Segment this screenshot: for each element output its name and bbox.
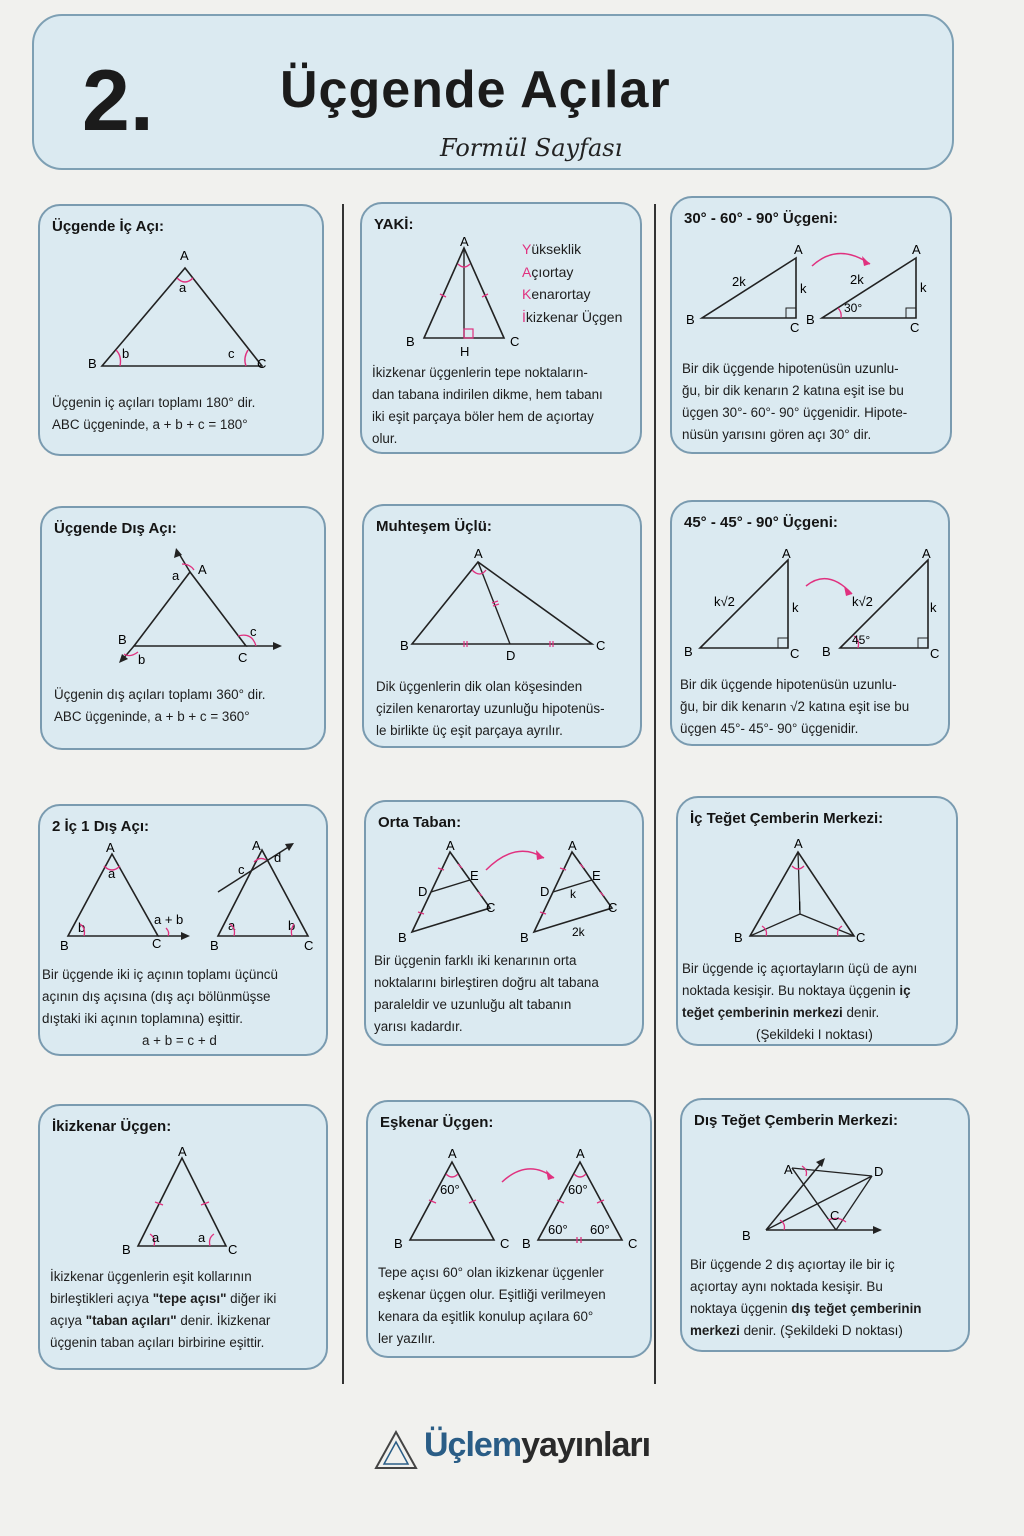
svg-text:D: D — [874, 1164, 884, 1179]
svg-text:k: k — [920, 280, 927, 295]
svg-text:D: D — [418, 884, 428, 899]
svg-text:A: A — [198, 562, 207, 577]
vertex-label-b: B — [406, 334, 415, 349]
t306090-text: Bir dik üçgende hipotenüsün uzunlu- ğu, bir dik kenarın 2 katına eşit ise bu üçgen 30°- 60°- 90° üçgenidir. Hipote- nüsün yarısını gören açı 30° dir. — [682, 361, 908, 442]
svg-text:E: E — [470, 868, 479, 883]
svg-text:C: C — [830, 1208, 840, 1223]
svg-text:A: A — [922, 546, 931, 561]
svg-text:B: B — [822, 644, 831, 659]
orta-taban-text: Bir üçgenin farklı iki kenarının orta noktalarını birleştiren doğru alt tabana paraleldir ve uzunluğu alt tabanın yarısı kadardır. — [374, 953, 599, 1034]
card-title: İkizkenar Üçgen: — [52, 1118, 172, 1135]
card-muhtesem — [362, 504, 642, 748]
svg-text:A: A — [794, 836, 803, 851]
vertex-label-c: C — [257, 356, 267, 371]
card-title: 45° - 45° - 90° Üçgeni: — [684, 514, 838, 531]
svg-text:B: B — [398, 930, 407, 945]
svg-text:k√2: k√2 — [852, 594, 873, 609]
svg-text:B: B — [60, 938, 69, 953]
svg-text:A: A — [784, 1162, 793, 1177]
svg-text:b: b — [138, 652, 146, 667]
svg-text:60°: 60° — [590, 1222, 610, 1237]
svg-text:A: A — [474, 546, 483, 561]
chapter-number: 2. — [82, 53, 154, 149]
svg-text:a: a — [198, 1230, 206, 1245]
svg-text:C: C — [228, 1242, 238, 1257]
svg-text:k√2: k√2 — [714, 594, 735, 609]
svg-text:B: B — [742, 1228, 751, 1243]
card-eskenar — [366, 1100, 652, 1358]
svg-text:k: k — [792, 600, 799, 615]
column-divider-1 — [342, 204, 344, 1384]
vertex-label-h: H — [460, 344, 470, 359]
vertex-label-b: B — [88, 356, 97, 371]
card-orta-taban — [364, 800, 644, 1046]
svg-text:2k: 2k — [572, 925, 585, 939]
svg-text:A: A — [576, 1146, 585, 1161]
svg-text:C: C — [608, 900, 618, 915]
card-title: Muhteşem Üçlü: — [376, 518, 492, 535]
svg-text:k: k — [800, 281, 807, 296]
angle-label-c: c — [228, 346, 235, 361]
svg-text:B: B — [122, 1242, 131, 1257]
svg-text:C: C — [930, 646, 940, 661]
svg-text:C: C — [910, 320, 920, 335]
svg-text:B: B — [520, 930, 529, 945]
svg-text:A: A — [446, 838, 455, 853]
card-dis-aci — [40, 506, 326, 750]
ikizkenar-text: İkizkenar üçgenlerin eşit kollarının birleştikleri açıya "tepe açısı" diğer iki açıya "taban açıları" denir. İkizkenar üçgenin taban açıları birbirine eşittir. — [50, 1269, 277, 1350]
column-divider-2 — [654, 204, 656, 1384]
publisher-name: Üçlemyayınları — [424, 1426, 651, 1464]
svg-text:A: A — [106, 840, 115, 855]
svg-text:B: B — [400, 638, 409, 653]
card-45-45-90 — [670, 500, 950, 746]
svg-text:C: C — [790, 646, 800, 661]
svg-text:d: d — [274, 850, 282, 865]
dis-teget-text: Bir üçgende 2 dış açıortay ile bir iç açıortay aynı noktada kesişir. Bu noktaya üçgenin dış teğet çemberinin merkezi denir. (Şekildeki D noktası) — [690, 1257, 922, 1338]
vertex-label-a: A — [460, 234, 469, 249]
eskenar-text: Tepe açısı 60° olan ikizkenar üçgenler eşkenar üçgen olur. Eşitliği verilmeyen kenara da eşitlik konulup açılara 60° ler yazılır. — [378, 1265, 606, 1346]
svg-text:2k: 2k — [850, 272, 864, 287]
card-title: İç Teğet Çemberin Merkezi: — [690, 810, 884, 827]
svg-text:A: A — [448, 1146, 457, 1161]
svg-text:B: B — [684, 644, 693, 659]
svg-text:B: B — [686, 312, 695, 327]
publisher-footer — [372, 1424, 672, 1472]
svg-text:A: A — [178, 1144, 187, 1159]
svg-text:C: C — [500, 1236, 510, 1251]
svg-text:B: B — [806, 312, 815, 327]
card-ic-teget — [676, 796, 958, 1046]
vertex-label-c: C — [510, 334, 520, 349]
card-ikizkenar — [38, 1104, 328, 1370]
svg-text:B: B — [394, 1236, 403, 1251]
ic-teget-text: Bir üçgende iç açıortayların üçü de aynı noktada kesişir. Bu noktaya üçgenin iç teğet çemberinin merkezi denir. (Şekildeki I noktası) — [682, 961, 918, 1042]
svg-text:b: b — [78, 920, 86, 935]
svg-text:B: B — [118, 632, 127, 647]
svg-text:c: c — [250, 624, 257, 639]
card-30-60-90 — [670, 196, 952, 454]
svg-text:a + b: a + b — [154, 912, 184, 927]
svg-text:B: B — [210, 938, 219, 953]
svg-text:E: E — [592, 868, 601, 883]
angle-label-a: a — [179, 280, 187, 295]
svg-text:60°: 60° — [548, 1222, 568, 1237]
angle-label-b: b — [122, 346, 130, 361]
svg-text:C: C — [628, 1236, 638, 1251]
card-dis-teget — [680, 1098, 970, 1352]
svg-text:60°: 60° — [568, 1182, 588, 1197]
ic1dis-text: Bir üçgende iki iç açının toplamı üçüncü açının dış açısına (dış açı bölünmüşse dıştaki iki açının toplamına) eşittir. a + b = c + d — [42, 964, 278, 1052]
card-title: 30° - 60° - 90° Üçgeni: — [684, 210, 838, 227]
dis-aci-text: Üçgenin dış açıları toplamı 360° dir. ABC üçgeninde, a + b + c = 360° — [54, 687, 266, 724]
muhtesem-text: Dik üçgenlerin dik olan köşesinden çizilen kenarortay uzunluğu hipotenüs- le birlikte üç eşit parçaya ayrılır. — [376, 679, 605, 738]
svg-text:A: A — [252, 838, 261, 853]
svg-text:k: k — [570, 887, 576, 901]
card-title: Eşkenar Üçgen: — [380, 1114, 494, 1131]
card-yaki — [360, 202, 642, 454]
svg-text:a: a — [172, 568, 180, 583]
svg-text:a: a — [108, 866, 116, 881]
card-title: Orta Taban: — [378, 814, 462, 831]
svg-text:C: C — [486, 900, 496, 915]
svg-text:a: a — [228, 918, 236, 933]
svg-text:C: C — [596, 638, 606, 653]
page-header — [32, 14, 954, 170]
page-subtitle: Formül Sayfası — [440, 134, 623, 162]
page-title: Üçgende Açılar — [280, 61, 671, 119]
svg-text:a: a — [152, 1230, 160, 1245]
svg-text:A: A — [568, 838, 577, 853]
svg-text:D: D — [506, 648, 516, 663]
publisher-logo-icon — [372, 1428, 422, 1472]
t454590-text: Bir dik üçgende hipotenüsün uzunlu- ğu, bir dik kenarın √2 katına eşit ise bu üçgen 45°- 45°- 90° üçgenidir. — [680, 677, 910, 736]
svg-text:b: b — [288, 918, 296, 933]
vertex-label-a: A — [180, 248, 189, 263]
svg-text:A: A — [912, 242, 921, 257]
svg-text:C: C — [238, 650, 248, 665]
svg-text:B: B — [734, 930, 743, 945]
ic1dis-formula: a + b = c + d — [142, 1033, 217, 1048]
svg-text:C: C — [304, 938, 314, 953]
svg-text:c: c — [238, 862, 245, 877]
card-title: Dış Teğet Çemberin Merkezi: — [694, 1112, 898, 1129]
card-title: YAKİ: — [374, 216, 414, 233]
yaki-text: İkizkenar üçgenlerin tepe noktaların- dan tabana indirilen dikme, hem tabanı iki eşit parçaya böler hem de açıortay olur. — [372, 365, 603, 446]
card-ic1dis — [38, 804, 328, 1056]
svg-text:C: C — [856, 930, 866, 945]
svg-text:k: k — [930, 600, 937, 615]
card-title: Üçgende Dış Açı: — [54, 520, 177, 537]
svg-text:2k: 2k — [732, 274, 746, 289]
svg-text:C: C — [152, 936, 162, 951]
svg-text:60°: 60° — [440, 1182, 460, 1197]
ic-aci-text: Üçgenin iç açıları toplamı 180° dir. ABC üçgeninde, a + b + c = 180° — [52, 395, 256, 432]
card-title: Üçgende İç Açı: — [52, 218, 164, 235]
svg-text:A: A — [794, 242, 803, 257]
svg-text:45°: 45° — [852, 633, 871, 647]
card-ic-aci — [38, 204, 324, 456]
svg-text:B: B — [522, 1236, 531, 1251]
svg-text:C: C — [790, 320, 800, 335]
yaki-list: Yükseklik Açıortay Kenarortay İkizkenar Üçgen — [522, 241, 623, 325]
svg-text:A: A — [782, 546, 791, 561]
card-title: 2 İç 1 Dış Açı: — [52, 818, 149, 835]
svg-text:30°: 30° — [844, 301, 863, 315]
svg-text:D: D — [540, 884, 550, 899]
svg-text:I: I — [798, 899, 802, 913]
